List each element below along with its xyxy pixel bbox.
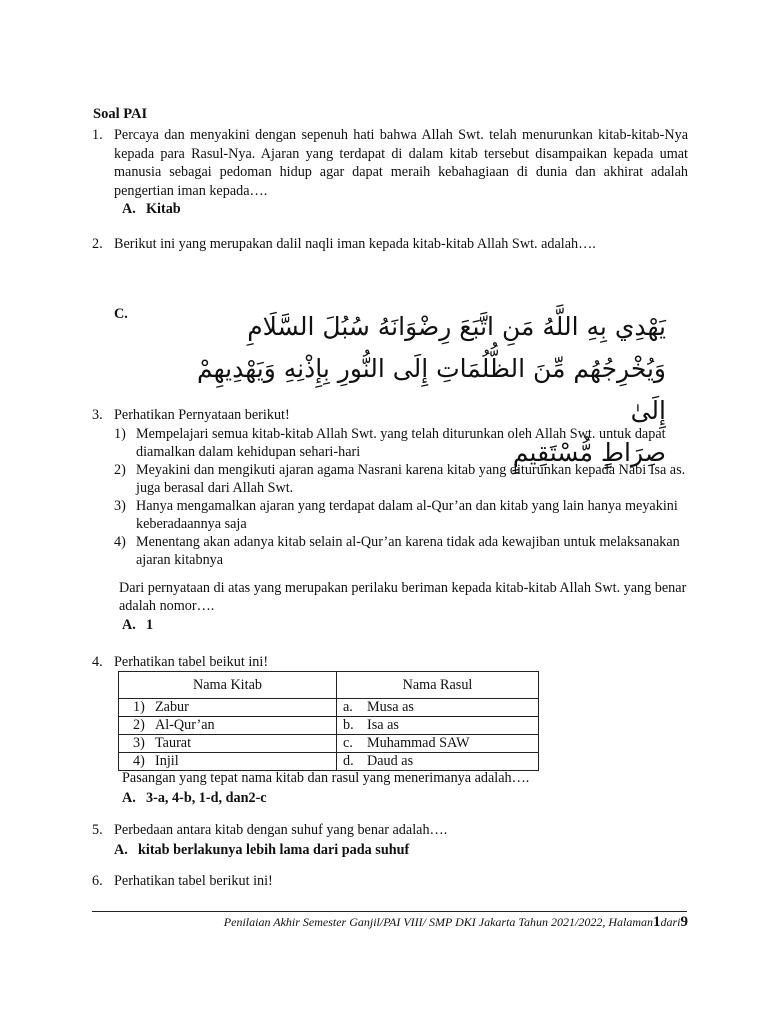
answer-letter: A. xyxy=(122,616,136,633)
question-3 xyxy=(92,406,688,634)
table-cell xyxy=(119,735,337,753)
statement-item xyxy=(114,497,688,533)
question-text: Perhatikan Pernyataan berikut! xyxy=(114,407,290,423)
page-footer xyxy=(92,914,688,931)
table-row xyxy=(119,735,539,753)
statement-item xyxy=(114,425,688,461)
footer-divider xyxy=(92,911,687,912)
kitab-number: 1) xyxy=(133,699,145,715)
question-text: Berikut ini yang merupakan dalil naqli iman kepada kitab-kitab Allah Swt. adalah…. xyxy=(114,236,596,252)
rasul-letter: d. xyxy=(343,753,354,769)
footer-of: dari xyxy=(660,915,681,929)
question-number: 4. xyxy=(92,654,103,670)
document-title: Soal PAI xyxy=(93,106,148,122)
answer xyxy=(114,841,688,860)
table-header-row xyxy=(119,672,539,699)
answer-text: 1 xyxy=(146,616,154,633)
question-2 xyxy=(92,235,688,254)
answer-text: Kitab xyxy=(146,201,181,217)
question-number: 1. xyxy=(92,127,103,143)
answer-text: 3-a, 4-b, 1-d, dan2-c xyxy=(146,790,267,806)
kitab-name: Zabur xyxy=(155,699,189,715)
question-text: Perhatikan tabel berikut ini! xyxy=(114,873,273,889)
statement-number: 1) xyxy=(114,425,126,442)
table-header: Nama Kitab xyxy=(119,672,337,699)
question-text: Percaya dan menyakini dengan sepenuh hati bahwa Allah Swt. telah menurunkan kitab-kitab-Nya kepada para Rasul-Nya. Ajaran yang terdapat di dalam kitab tersebut disampaikan kepada umat manusia sebagai pedoman hidup agar dapat meraih kebahagiaan di dunia dan akhirat adalah pengertian iman kepada…. xyxy=(114,127,688,199)
footer-text: Penilaian Akhir Semester Ganjil/PAI VIII/ SMP DKI Jakarta Tahun 2021/2022, Halaman xyxy=(223,915,653,929)
table-cell xyxy=(337,735,539,753)
rasul-letter: b. xyxy=(343,717,354,733)
answer-letter: A. xyxy=(114,841,128,858)
question-1 xyxy=(92,126,688,219)
rasul-name: Musa as xyxy=(367,699,414,715)
kitab-number: 2) xyxy=(133,717,145,733)
question-number: 5. xyxy=(92,822,103,838)
rasul-letter: c. xyxy=(343,735,353,751)
question-number: 6. xyxy=(92,873,103,889)
question-4 xyxy=(92,653,688,672)
kitab-name: Taurat xyxy=(155,735,192,751)
table-row xyxy=(119,699,539,717)
table-row xyxy=(119,753,539,771)
table-cell xyxy=(337,753,539,771)
kitab-name: Injil xyxy=(155,753,179,769)
footer-page-number: 1 xyxy=(652,914,661,930)
question-4-answer xyxy=(122,790,267,807)
kitab-number: 3) xyxy=(133,735,145,751)
rasul-name: Isa as xyxy=(367,717,399,733)
question-number: 3. xyxy=(92,407,103,423)
arabic-verse-line-1: يَهْدِي بِهِ اللَّهُ مَنِ اتَّبَعَ رِضْوَانَهُ سُبُلَ السَّلَامِ وَيُخْرِجُهُم مِّنَ الظُّلُمَاتِ إِلَى النُّورِ بِإِذْنِهِ وَيَهْدِيهِمْ إِلَىٰ xyxy=(197,312,666,425)
question-6 xyxy=(92,872,688,891)
statement-text: Hanya mengamalkan ajaran yang terdapat dalam al-Qur’an dan kitab yang lain hanya meyakini keberadaannya saja xyxy=(136,497,678,532)
question-followup: Dari pernyataan di atas yang merupakan perilaku beriman kepada kitab-kitab Allah Swt. yang benar adalah nomor…. xyxy=(119,579,687,614)
rasul-name: Muhammad SAW xyxy=(367,735,470,751)
statement-number: 4) xyxy=(114,533,126,550)
question-5 xyxy=(92,821,688,859)
table-cell xyxy=(119,753,337,771)
question-4-followup: Pasangan yang tepat nama kitab dan rasul yang menerimanya adalah…. xyxy=(122,770,530,786)
statement-item xyxy=(114,533,688,569)
kitab-name: Al-Qur’an xyxy=(155,717,215,733)
rasul-name: Daud as xyxy=(367,753,414,769)
statement-number: 2) xyxy=(114,461,126,478)
table-header: Nama Rasul xyxy=(337,672,539,699)
rasul-letter: a. xyxy=(343,699,353,715)
table-cell xyxy=(119,717,337,735)
kitab-number: 4) xyxy=(133,753,145,769)
statement-text: Menentang akan adanya kitab selain al-Qur’an karena tidak ada kewajiban untuk melaksanakan ajaran kitabnya xyxy=(136,533,680,568)
answer-letter: A. xyxy=(122,201,136,217)
table-cell xyxy=(119,699,337,717)
table-row xyxy=(119,717,539,735)
question-text: Perbedaan antara kitab dengan suhuf yang benar adalah…. xyxy=(114,822,448,838)
answer xyxy=(122,616,688,635)
statement-text: Mempelajari semua kitab-kitab Allah Swt. yang telah diturunkan oleh Allah Swt. untuk dapat diamalkan dalam kehidupan sehari-hari xyxy=(136,425,666,460)
arabic-verse-line-2: صِرَاطٍ مُّسْتَقِيمٍ xyxy=(512,438,666,467)
answer-letter-c: C. xyxy=(114,306,128,322)
question-number: 2. xyxy=(92,236,103,252)
statement-number: 3) xyxy=(114,497,126,514)
footer-total-pages: 9 xyxy=(680,914,688,930)
answer-text: kitab berlakunya lebih lama dari pada suhuf xyxy=(138,841,410,858)
question-text: Perhatikan tabel beikut ini! xyxy=(114,654,269,670)
statement-item xyxy=(114,461,688,497)
answer xyxy=(122,200,688,219)
statement-text: Meyakini dan mengikuti ajaran agama Nasrani karena kitab yang diturunkan kepada Nabi Isa as. juga berasal dari Allah Swt. xyxy=(136,461,686,496)
table-cell xyxy=(337,717,539,735)
answer-letter: A. xyxy=(122,790,136,806)
kitab-rasul-table xyxy=(118,671,539,771)
table-cell xyxy=(337,699,539,717)
